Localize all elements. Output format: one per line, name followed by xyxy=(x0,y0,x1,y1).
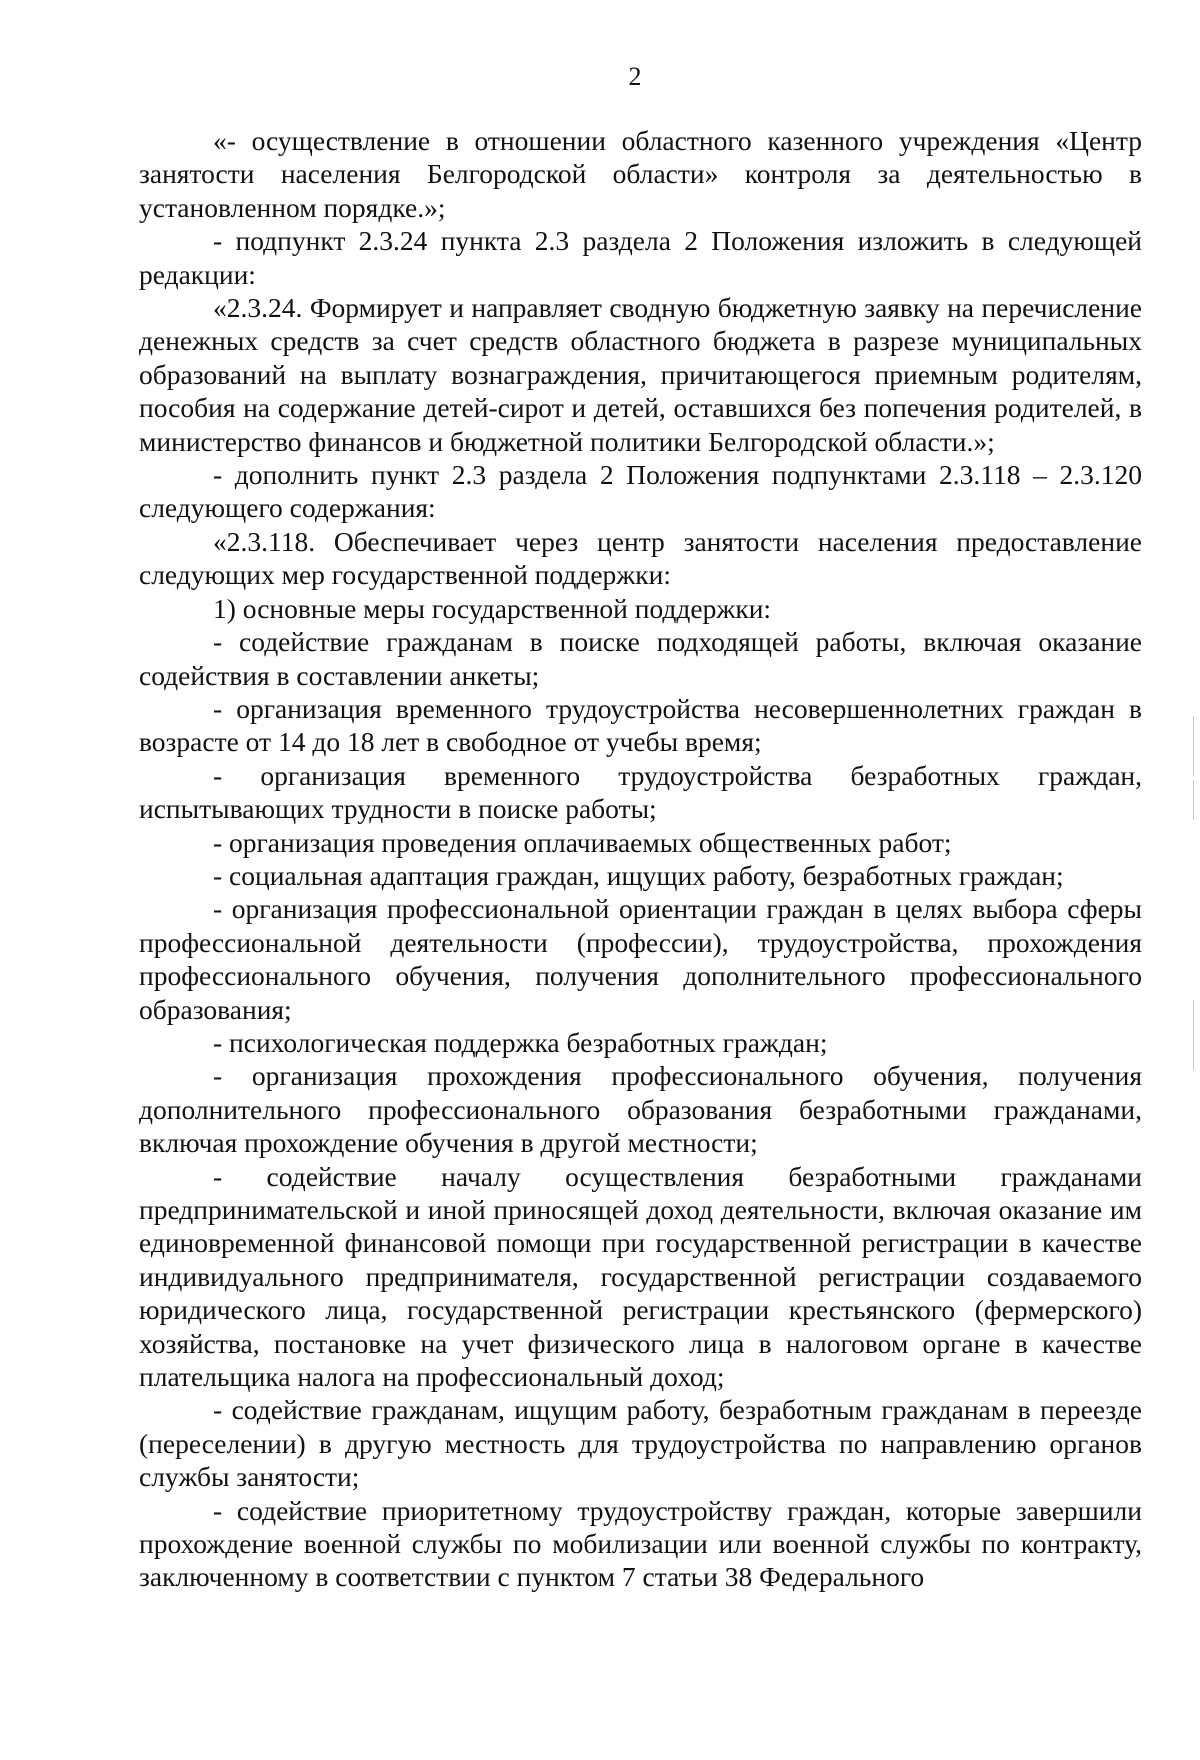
paragraph: «2.3.118. Обеспечивает через центр занятости населения предоставление следующих мер государственной поддержки: xyxy=(139,525,1142,591)
paragraph: - социальная адаптация граждан, ищущих работу, безработных граждан; xyxy=(213,859,1064,891)
paragraph: - дополнить пункт 2.3 раздела 2 Положения подпунктами 2.3.118 – 2.3.120 следующего содержания: xyxy=(139,459,1142,524)
scan-artifact-line xyxy=(1193,716,1194,776)
paragraph: - психологическая поддержка безработных граждан; xyxy=(213,1026,828,1058)
paragraph: - организация проведения оплачиваемых общественных работ; xyxy=(213,826,952,858)
page-number: 2 xyxy=(628,62,642,91)
paragraph: «2.3.24. Формирует и направляет сводную бюджетную заявку на перечисление денежных средств за счет средств областного бюджета в разрезе муниципальных образований на выплату вознаграждения, причитающегося приемным родителям, пособия на содержание детей-сирот и детей, оставшихся без попечения родителей, в министерство финансов и бюджетной политики Белгородской области.»; xyxy=(139,292,1142,457)
paragraph: - организация временного трудоустройства безработных граждан, испытывающих трудности в поиске работы; xyxy=(139,759,1142,825)
paragraph: - содействие гражданам, ищущим работу, безработным гражданам в переезде (переселении) в другую местность для трудоустройства по направлению органов службы занятости; xyxy=(139,1394,1142,1493)
paragraph: «- осуществление в отношении областного казенного учреждения «Центр занятости населения Белгородской области» контроля за деятельностью в установленном порядке.»; xyxy=(139,125,1142,223)
paragraph: - содействие гражданам в поиске подходящей работы, включая оказание содействия в составлении анкеты; xyxy=(139,626,1142,691)
scan-artifact-line xyxy=(1193,780,1194,820)
paragraph: - организация прохождения профессионального обучения, получения дополнительного профессионального образования безработными гражданами, включая прохождение обучения в другой местности; xyxy=(139,1060,1142,1159)
paragraph: - организация временного трудоустройства несовершеннолетних граждан в возрасте от 14 до 18 лет в свободное от учебы время; xyxy=(139,692,1142,758)
paragraph: 1) основные меры государственной поддержки: xyxy=(213,592,772,624)
document-body xyxy=(139,124,1142,1594)
paragraph: - содействие приоритетному трудоустройству граждан, которые завершили прохождение военной службы по мобилизации или военной службы по контракту, заключенному в соответствии с пунктом 7 статьи 38 Федерального xyxy=(139,1494,1142,1593)
paragraph: - организация профессиональной ориентации граждан в целях выбора сферы профессиональной деятельности (профессии), трудоустройства, прохождения профессионального обучения, получения дополнительного профессионального образования; xyxy=(139,893,1142,1025)
paragraph: - подпункт 2.3.24 пункта 2.3 раздела 2 Положения изложить в следующей редакции: xyxy=(139,225,1142,290)
paragraph: - содействие началу осуществления безработными гражданами предпринимательской и иной приносящей доход деятельности, включая оказание им единовременной финансовой помощи при государственной регистрации в качестве индивидуального предпринимателя, государственной регистрации создаваемого юридического лица, государственной регистрации крестьянского (фермерского) хозяйства, постановке на учет физического лица в налоговом органе в качестве плательщика налога на профессиональный доход; xyxy=(139,1160,1142,1393)
scan-artifact-line xyxy=(1193,1000,1194,1070)
